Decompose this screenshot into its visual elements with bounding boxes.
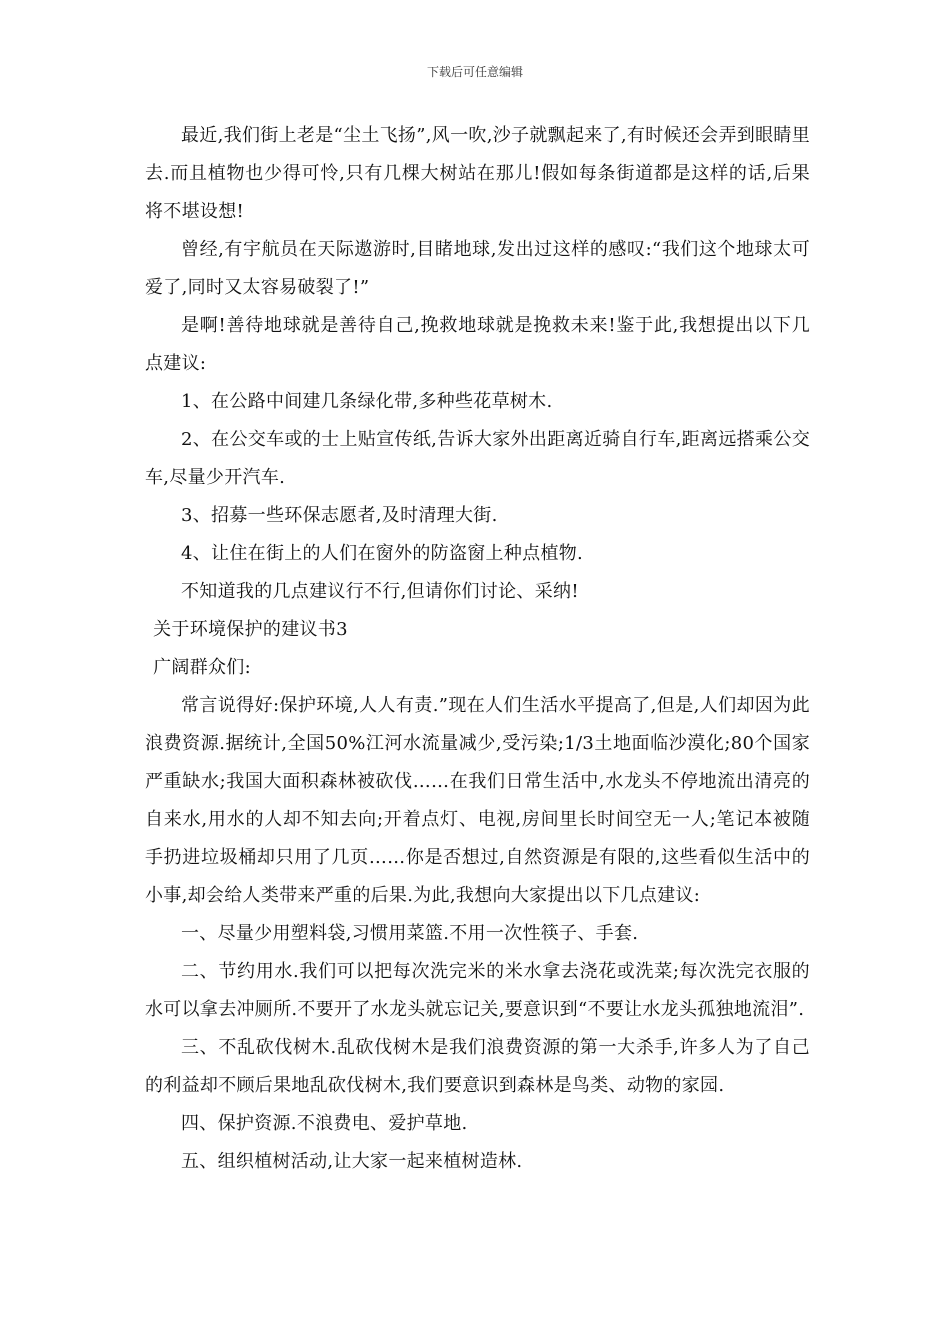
paragraph-proposal-intro: 是啊!善待地球就是善待自己,挽救地球就是挽救未来!鉴于此,我想提出以下几点建议:: [145, 315, 810, 374]
list-item-point-5: 五、组织植树活动,让大家一起来植树造林.: [181, 1151, 523, 1172]
list-item-suggestion-4: 4、让住在街上的人们在窗外的防盗窗上种点植物.: [181, 543, 584, 564]
paragraph-closing: 不知道我的几点建议行不行,但请你们讨论、采纳!: [181, 581, 579, 602]
list-item-suggestion-1: 1、在公路中间建几条绿化带,多种些花草树木.: [181, 391, 553, 412]
list-item-suggestion-2: 2、在公交车或的士上贴宣传纸,告诉大家外出距离近骑自行车,距离远搭乘公交车,尽量少开汽车.: [145, 429, 810, 488]
paragraph-astronaut-quote: 曾经,有宇航员在天际遨游时,目睹地球,发出过这样的感叹:“我们这个地球太可爱了,同时又太容易破裂了!”: [145, 239, 810, 298]
section-title: 关于环境保护的建议书3: [153, 619, 348, 640]
page-header-note: 下载后可任意编辑: [426, 65, 523, 79]
list-item-point-4: 四、保护资源.不浪费电、爱护草地.: [181, 1113, 468, 1134]
list-item-point-2: 二、节约用水.我们可以把每次洗完米的米水拿去浇花或洗菜;每次洗完衣服的水可以拿去冲厕所.不要开了水龙头就忘记关,要意识到“不要让水龙头孤独地流泪”.: [145, 961, 810, 1020]
paragraph-saying-statistics: 常言说得好:保护环境,人人有责.”现在人们生活水平提高了,但是,人们却因为此浪费资源.据统计,全国50%江河水流量减少,受污染;1/3土地面临沙漠化;80个国家严重缺水;我国大面积森林被砍伐……在我们日常生活中,水龙头不停地流出清亮的自来水,用水的人却不知去向;开着点灯、电视,房间里长时间空无一人;笔记本被随手扔进垃圾桶却只用了几页……你是否想过,自然资源是有限的,这些看似生活中的小事,却会给人类带来严重的后果.为此,我想向大家提出以下几点建议:: [145, 695, 810, 906]
paragraph-dust-street: 最近,我们街上老是“尘土飞扬”,风一吹,沙子就飘起来了,有时候还会弄到眼睛里去.而且植物也少得可怜,只有几棵大树站在那儿!假如每条街道都是这样的话,后果将不堪设想!: [145, 125, 810, 222]
list-item-point-1: 一、尽量少用塑料袋,习惯用菜篮.不用一次性筷子、手套.: [181, 923, 639, 944]
document-body: [145, 117, 810, 1181]
list-item-suggestion-3: 3、招募一些环保志愿者,及时清理大街.: [181, 505, 498, 526]
list-item-point-3: 三、不乱砍伐树木.乱砍伐树木是我们浪费资源的第一大杀手,许多人为了自己的利益却不顾后果地乱砍伐树木,我们要意识到森林是鸟类、动物的家园.: [145, 1037, 810, 1096]
salutation: 广阔群众们:: [153, 657, 251, 678]
